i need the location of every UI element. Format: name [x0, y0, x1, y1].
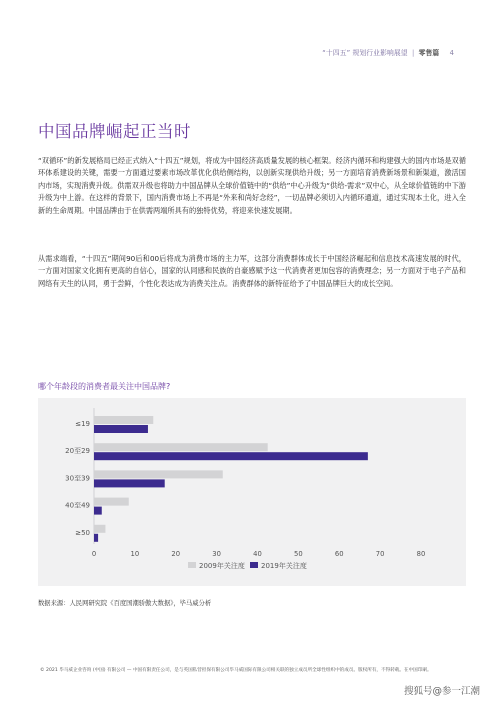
y-tick-label: 30至39 [65, 474, 90, 483]
header-separator: | [411, 49, 415, 57]
y-tick-label: ≤19 [75, 420, 90, 428]
page-title: 中国品牌崛起正当时 [38, 122, 191, 141]
legend-label-0: 2009年关注度 [199, 562, 245, 570]
x-tick-label: 50 [294, 550, 303, 558]
bar-2019-1 [94, 452, 368, 460]
bar-2009-3 [94, 498, 129, 506]
x-tick-label: 40 [253, 550, 262, 558]
bar-2009-1 [94, 443, 268, 451]
body-paragraph-1: “双循环”的新发展格局已经正式纳入“十四五”规划，将成为中国经济高质量发展的核心框架。经济内循环和构建强大的国内市场是双循环体系建设的关键，需要一方面通过要素市场改革优化供给侧结构，以创新实现供给升级；另一方面培育消费新场景和新渠道，激活国内市场，实现消费升级。供需双升级也将助力中国品牌从全球价值链中的“供给”中心升级为“供给-需求”双中心，从全球价值链的中下游升级为中上游。在这样的背景下，国内消费市场上不再是“外来和尚好念经”，一切品牌必须切入内循环通道，通过实现本土化，进入全新的生命周期。中国品牌由于在供需两端所具有的独特优势，将迎来快速发展期。 [38, 156, 466, 215]
x-tick-label: 10 [130, 550, 140, 558]
x-tick-label: 70 [375, 550, 385, 558]
page-number: 4 [449, 49, 454, 57]
report-name: “十四五” 规划行业影响展望 [322, 49, 408, 57]
legend-label-1: 2019年关注度 [261, 562, 307, 570]
x-tick-label: 0 [91, 550, 97, 558]
legend-swatch-0 [188, 562, 196, 568]
bar-2019-3 [94, 507, 102, 515]
bar-2009-0 [94, 416, 153, 424]
chart-panel [38, 398, 466, 586]
x-tick-label: 20 [171, 550, 181, 558]
x-tick-label: 80 [416, 550, 426, 558]
running-header [322, 47, 454, 57]
body-paragraph-2: 从需求端看，“十四五”期间90后和00后将成为消费市场的主力军，这部分消费群体成长于中国经济崛起和信息技术高速发展的时代，一方面对国家文化拥有更高的自信心，国家的认同感和民族的自豪感赋予这一代消费者更加包容的消费理念；另一方面对于电子产品和网络有天生的认同，勇于尝鲜，个性化表达成为消费关注点。消费群体的新特征给予了中国品牌巨大的成长空间。 [38, 254, 466, 288]
bar-2009-2 [94, 470, 223, 478]
copyright-footer: © 2021 毕马威企业咨询 (中国) 有限公司 — 中国有限责任公司，是与英国私营担保有限公司毕马威国际有限公司相关联的独立成员所全球性组织中的成员。版权所有，不得转载。在中国印刷。 [40, 668, 432, 673]
chart-title: 哪个年龄段的消费者最关注中国品牌? [38, 382, 171, 391]
y-tick-label: 40至49 [65, 501, 90, 510]
bar-2009-4 [94, 525, 105, 533]
bar-2019-4 [94, 534, 98, 542]
y-tick-label: 20至29 [65, 447, 90, 456]
bar-2019-2 [94, 479, 165, 487]
bar-2019-0 [94, 425, 148, 433]
x-tick-label: 30 [212, 550, 221, 558]
y-tick-label: ≥50 [75, 528, 90, 537]
age-attention-bar-chart [38, 398, 466, 586]
section-name: 零售篇 [418, 49, 440, 57]
legend-swatch-1 [250, 562, 258, 568]
data-source-note: 数据来源：人民网研究院《百度国潮骄傲大数据》，毕马威分析 [38, 600, 212, 607]
watermark: 搜狐号@参一江潮 [404, 686, 481, 697]
x-tick-label: 60 [334, 550, 344, 558]
